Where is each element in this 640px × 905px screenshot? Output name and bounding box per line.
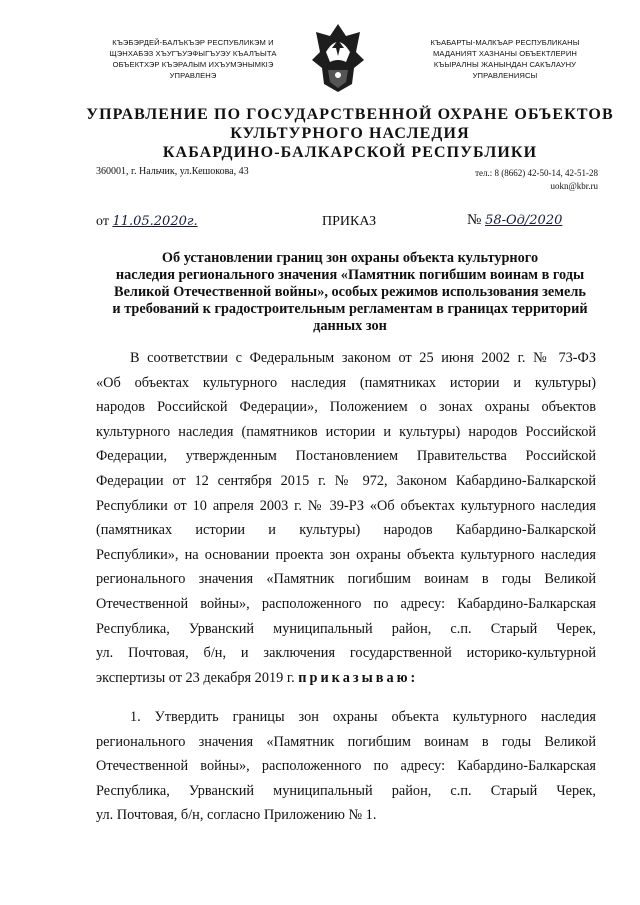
body-line: Федерации, утвержденным Постановлением Правительства Российской — [96, 448, 596, 465]
org-contacts — [475, 167, 598, 193]
order-date-value: 11.05.2020г. — [112, 214, 198, 229]
body-line: ул. Почтовая, б/н, и заключения государственной историко-культурной — [96, 645, 596, 662]
body-line: культурного наследия (памятников истории и культуры) народов Российской — [96, 423, 596, 440]
body-last-text: экспертизы от 23 декабря 2019 г. — [96, 669, 295, 686]
header-right-line: УПРАВЛЕНИЯСЫ — [472, 71, 538, 80]
order-number-prefix: № — [467, 212, 482, 228]
order-title: ПРИКАЗ — [322, 214, 377, 229]
org-title-line-2: КУЛЬТУРНОГО НАСЛЕДИЯ — [230, 125, 470, 142]
header-right-line: КЪЫРАЛНЫ ЖАНЫНДАН САКЪЛАУНУ — [433, 60, 577, 69]
org-email: uokn@kbr.ru — [550, 181, 598, 191]
body-line-last — [96, 666, 596, 691]
item-1-paragraph — [96, 705, 596, 828]
item-line: регионального значения «Памятник погибшим воинам в годы Великой — [96, 733, 596, 750]
header-right-balkar — [405, 37, 605, 81]
subject-line: Великой Отечественной войны», особых режимов использования земель — [114, 284, 586, 300]
org-address: 360001, г. Нальчик, ул.Кешокова, 43 — [96, 166, 249, 177]
item-line-last: ул. Почтовая, б/н, согласно Приложению № 1. — [96, 807, 377, 824]
order-date — [96, 214, 198, 230]
org-title-line-1: УПРАВЛЕНИЕ ПО ГОСУДАРСТВЕННОЙ ОХРАНЕ ОБЪЕКТОВ — [86, 106, 614, 123]
org-title-line-3: КАБАРДИНО-БАЛКАРСКОЙ РЕСПУБЛИКИ — [162, 144, 538, 161]
subject-line: данных зон — [313, 318, 387, 334]
order-number-value: 58-Од/2020 — [485, 213, 563, 228]
subject-line: Об установлении границ зон охраны объекта культурного — [161, 250, 539, 266]
header-left-line: ЩЭНХАБЭЗ ХЪУГЪУЭФЫГЪУЭУ КЪАЛЪЫТА — [109, 49, 277, 58]
header-right-line: КЪАБАРТЫ-МАЛКЪАР РЕСПУБЛИКАНЫ — [430, 38, 580, 47]
subject-line: и требований к градостроительным регламентам в границах территорий — [112, 301, 588, 317]
body-line: Республики», на основании проекта зон охраны объекта культурного наследия — [96, 546, 596, 563]
order-date-prefix: от — [96, 214, 109, 229]
order-command: приказываю: — [298, 669, 419, 686]
item-line: Республика, Урванский муниципальный район, с.п. Старый Черек, — [96, 782, 596, 799]
org-phone: тел.: 8 (8662) 42-50-14, 42-51-28 — [475, 168, 598, 178]
body-line: «Об объектах культурного наследия (памятниках истории и культуры) — [96, 374, 596, 391]
order-number — [467, 212, 562, 229]
body-line: Республика, Урванский муниципальный район, с.п. Старый Черек, — [96, 620, 596, 637]
item-line: Отечественной войны», расположенного по адресу: Кабардино-Балкарская — [96, 758, 596, 775]
body-line: Отечественной войны», расположенного по адресу: Кабардино-Балкарская — [96, 595, 596, 612]
header-left-line: КЪЭБЭРДЕЙ-БАЛЪКЪЭР РЕСПУБЛИКЭМ И — [112, 38, 274, 47]
body-line: Республики от 10 апреля 2003 г. № 39-РЗ «Об объектах культурного наследия — [96, 497, 596, 514]
body-line: народов Российской Федерации», Положением о зонах охраны объектов — [96, 399, 596, 416]
header-left-line: УПРАВЛЕНЭ — [169, 71, 217, 80]
body-line: Федерации от 12 сентября 2015 г. № 972, Законом Кабардино-Балкарской — [96, 472, 596, 489]
header-left-kabardian — [93, 37, 293, 81]
body-line: В соответствии с Федеральным законом от 25 июня 2002 г. № 73-ФЗ — [130, 350, 596, 366]
item-line: 1. Утвердить границы зон охраны объекта культурного наследия — [130, 709, 596, 725]
preamble-paragraph — [96, 346, 596, 690]
header-left-line: ОБЪЕКТХЭР КЪЭРАЛЫМ ИХЪУМЭНЫМКIЭ — [112, 60, 274, 69]
body-line: регионального значения «Памятник погибшим воинам в годы Великой — [96, 571, 596, 588]
body-line: (памятниках истории и культуры) народов Кабардино-Балкарской — [96, 522, 596, 539]
header-right-line: МАДАНИЯТ ХАЗНАНЫ ОБЪЕКТЛЕРИН — [433, 49, 577, 58]
subject-line: наследия регионального значения «Памятник погибшим воинам в годы — [115, 267, 585, 283]
coat-of-arms-emblem — [308, 22, 368, 94]
order-subject — [90, 250, 610, 335]
